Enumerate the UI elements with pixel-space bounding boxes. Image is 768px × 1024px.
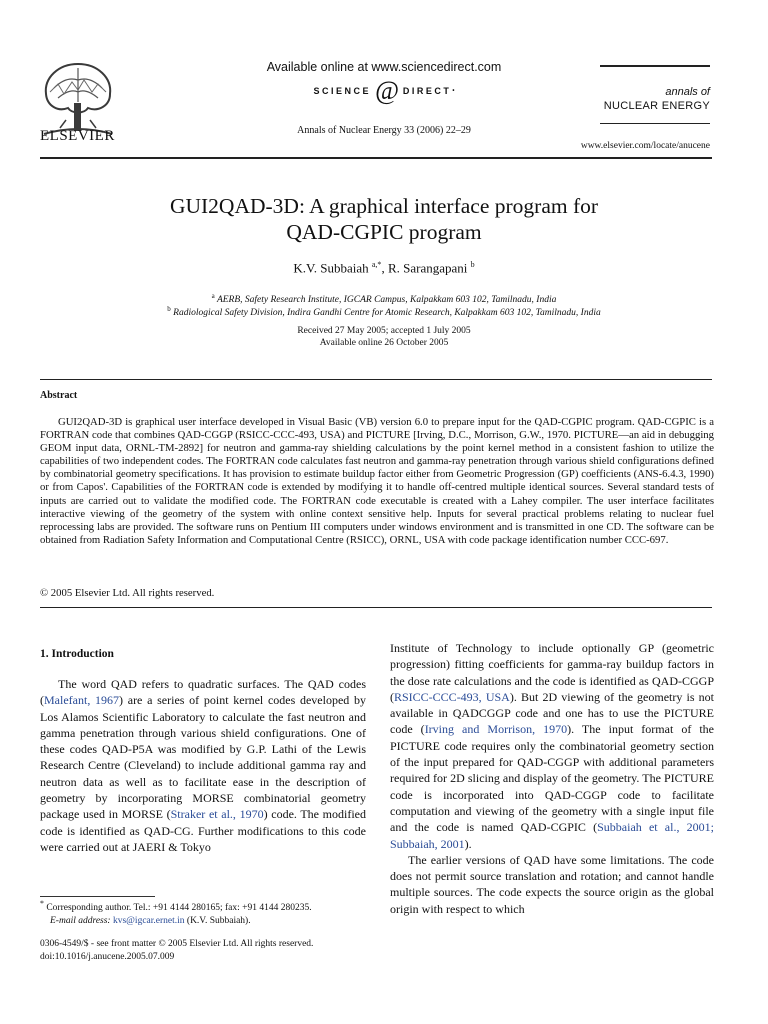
doi-line[interactable]: doi:10.1016/j.anucene.2005.07.009 [40,952,175,962]
journal-reference: Annals of Nuclear Energy 33 (2006) 22–29 [297,125,471,136]
issn-line: 0306-4549/$ - see front matter © 2005 Elsevier Ltd. All rights reserved. [40,939,314,949]
footnote [40,897,380,928]
brand-line-2: NUCLEAR ENERGY [603,100,710,112]
intro-right-paragraph-2: The earlier versions of QAD have some limitations. The code does not permit source translation and rotation; and cannot handle multiple sources. The code expects the source origin as the global origin with respect to which [390,852,714,916]
corresponding-author-text: Corresponding author. Tel.: +91 4144 280165; fax: +91 4144 280235. [46,903,312,914]
author-list [0,260,768,276]
affiliation-b [0,305,768,318]
title-line-2: QAD-CGPIC program [286,220,482,244]
footnote-mark: * [40,899,44,908]
journal-url[interactable]: www.elsevier.com/locate/anucene [580,141,710,151]
journal-brand [600,65,710,124]
author-2-marks[interactable]: b [470,260,475,269]
article-title [0,193,768,245]
affiliation-b-text: Radiological Safety Division, Indira Gandhi Centre for Atomic Research, Kalpakkam 603 102, Tamilnadu, India [173,308,601,319]
abstract-copyright: © 2005 Elsevier Ltd. All rights reserved. [40,587,215,599]
author-1-marks[interactable]: a,* [371,260,382,269]
intro-left-text-2: ) are a series of point kernel codes developed by Los Alamos Scientific Laboratory to calculate the fast neutron and gamma penetration through various shield configurations. One of these codes QAD-P5A was modified by G.P. Lathi of the Lewis Research Centre (Cleveland) to include additional gamma ray and neutron data as well as to facilitate ease in the description of geometry by incorporating MORSE combinatorial geometry package used in MORSE ( [40,693,367,822]
publisher-name: ELSEVIER [40,128,115,144]
email-link[interactable]: kvs@igcar.ernet.in [112,916,185,927]
sd-science-text: SCIENCE [313,86,371,96]
intro-right-text-1: Institute of Technology to include optionally GP (geometric progression) fitting coefficients for gamma-ray buildup factors in the dose rate calculations and the code is identified as QAD-CGGP ( [390,641,714,704]
affiliation-a [0,292,768,305]
email-suffix: (K.V. Subbaiah). [184,916,251,927]
affiliation-a-text: AERB, Safety Research Institute, IGCAR Campus, Kalpakkam 603 102, Tamilnadu, India [216,295,557,306]
citation-link[interactable]: RSICC-CCC-493, USA [394,689,510,704]
corresponding-author-note [40,897,380,915]
sd-direct-text: DIRECT [402,86,452,96]
intro-left-text-1: The word QAD refers to quadratic surfaces. The QAD codes ( [40,677,366,708]
available-online-text: Available online at www.sciencedirect.com [266,60,502,74]
intro-right-text-2: ). But 2D viewing of the geometry is not available in QADCGGP code and one has to use the PICTURE code ( [390,689,714,737]
affiliation-b-mark: b [167,305,171,313]
intro-right-text-3: ). The input format of the PICTURE code requires only the combinatorial geometry section of the input prepared for QAD-CGGP with additional parameters required for 2D slicing and display of the geometry. The PICTURE code is incorporated into QAD-CGGP code to facilitate computation and viewing of the geometry with a single input file and the code is named QAD-CGPIC ( [390,722,715,835]
intro-right-text-4: ). [464,836,472,851]
brand-rule-bottom [600,123,710,124]
sd-trademark-mark: • [452,88,455,94]
citation-link[interactable]: Straker et al., 1970 [170,807,264,822]
header-divider [40,157,712,159]
available-date: Available online 26 October 2005 [319,338,449,348]
brand-line-1: annals of [665,86,710,98]
intro-right-column [390,640,714,917]
author-1: K.V. Subbaiah [293,260,369,276]
title-line-1: GUI2QAD-3D: A graphical interface program for [169,194,599,218]
abstract-text: GUI2QAD-3D is graphical user interface developed in Visual Basic (VB) version 6.0 to prepare input for the QAD-CGPIC program. QAD-CGPIC is a FORTRAN code that combines QAD-CGGP (RSICC-CCC-493, USA) and PICTURE [Irving, D.C., Morrison, G.W., 1970. PICTURE—an aid in debugging GEOM input data, ORNL-TM-2892] for neutron and gamma-ray shielding calculations by the point kernel method in a consistent fashion to utilize the capabilities of two independent codes. The FORTRAN code calculates fast neutron and gamma-ray penetration through various shield configurations defined by combinatorial geometry specifications. It has provision to estimate buildup factor either from Geometric Progression (GP) coefficients (ANS-6.4.3, 1990) or from Capos'. Capabilities of the FORTRAN code is extended by modifying it to handle off-centred multiple identical sources. Several standard tests of inputs are carried out to validate the modified code. The FORTRAN code executable is created with a Lahey compiler. The user interface facilitates interactive viewing of the geometry of the system with online context sensitive help. Inputs for several practical problems relating to nuclear fuel reprocessing labs are provided. The software runs on Pentium III computers under windows environment and is transmitted in one CD. The software can be obtained from Radiation Safety Information and Computational Centre (RSICC), ORNL, USA with code package identification number CCC-697. [40,416,714,546]
section-heading-introduction: 1. Introduction [40,648,114,660]
email-label: E-mail address: [50,916,111,927]
intro-left-column [40,676,366,855]
intro-left-text-3: ) code. The modified code is identified as QAD-CG. Further modifications to this code were carried out at JAERI & Tokyo [40,807,366,854]
author-separator: , [381,260,388,276]
email-line [40,915,380,928]
author-2: R. Sarangapani [387,260,468,276]
sciencedirect-at-icon: @ [374,76,399,105]
citation-link[interactable]: Irving and Morrison, 1970 [424,722,568,737]
brand-rule-top [600,65,710,67]
received-date: Received 27 May 2005; accepted 1 July 2005 [297,326,471,336]
abstract-divider-top [40,379,712,380]
abstract-heading: Abstract [40,390,78,401]
affiliation-a-mark: a [211,292,215,300]
article-dates [0,325,768,349]
citation-link[interactable]: Subbaiah et al., 2001; Subbaiah, 2001 [390,820,714,851]
citation-link[interactable]: Malefant, 1967 [44,693,120,708]
abstract-divider-bottom [40,607,712,608]
issn-doi-block [40,938,380,964]
